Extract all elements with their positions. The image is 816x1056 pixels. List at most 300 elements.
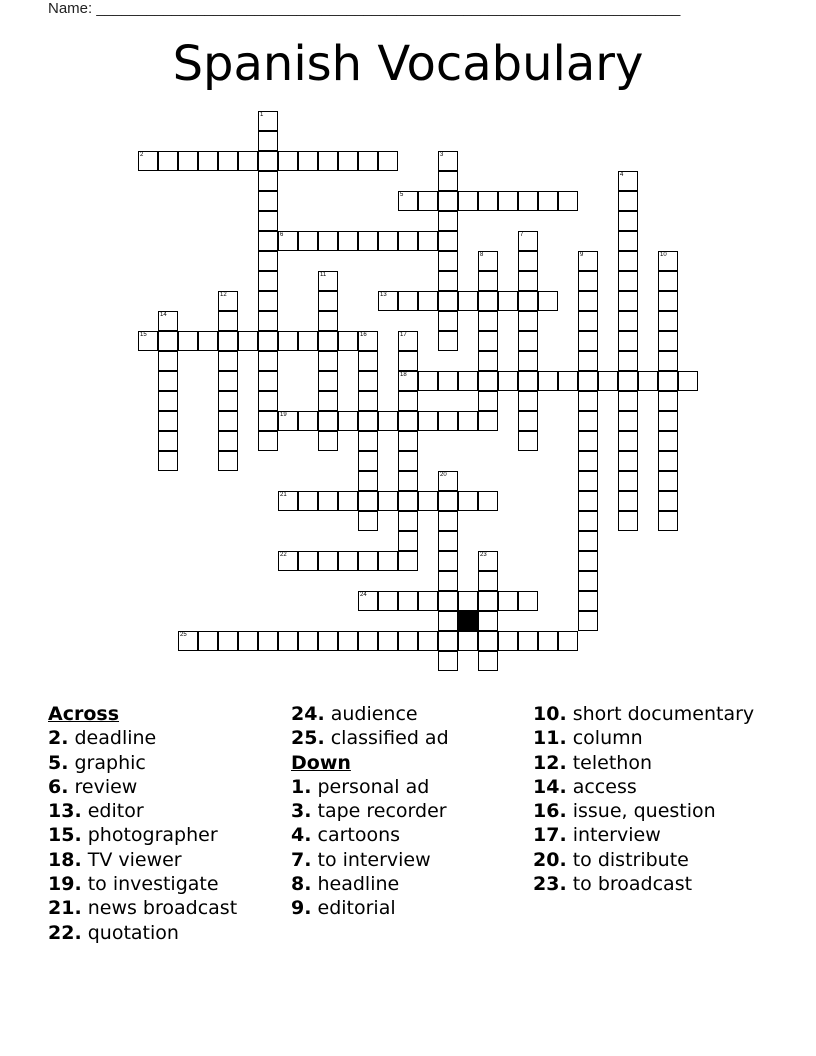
grid-cell[interactable] [418,411,438,431]
grid-cell[interactable] [238,151,258,171]
grid-cell[interactable] [318,151,338,171]
grid-cell[interactable] [618,431,638,451]
grid-cell[interactable] [318,351,338,371]
cell-number: 13 [380,292,387,298]
grid-cell[interactable] [278,151,298,171]
grid-cell[interactable] [218,151,238,171]
grid-cell[interactable] [398,411,418,431]
grid-cell[interactable] [438,331,458,351]
grid-cell[interactable] [658,391,678,411]
clue-down-7: 7. to interview [291,848,431,871]
grid-cell[interactable] [258,251,278,271]
cell-number: 18 [400,372,407,378]
cell-number: 21 [280,492,287,498]
grid-cell[interactable] [418,191,438,211]
grid-cell[interactable] [258,371,278,391]
grid-cell[interactable] [258,191,278,211]
grid-cell[interactable] [658,291,678,311]
grid-cell[interactable] [358,591,378,611]
clue-across-5: 5. graphic [48,751,146,774]
grid-cell[interactable] [358,371,378,391]
grid-cell[interactable] [318,551,338,571]
cell-number: 9 [580,252,584,258]
grid-cell[interactable] [258,411,278,431]
grid-cell[interactable] [358,471,378,491]
grid-cell[interactable] [258,271,278,291]
grid-cell[interactable] [178,631,198,651]
grid-cell[interactable] [618,351,638,371]
grid-cell[interactable] [478,391,498,411]
grid-cell[interactable] [618,471,638,491]
grid-cell[interactable] [398,511,418,531]
grid-cell[interactable] [618,391,638,411]
grid-cell[interactable] [418,291,438,311]
name-field[interactable]: Name: ______________________________________________________________________ [48,0,681,17]
grid-cell[interactable] [478,331,498,351]
grid-cell[interactable] [358,551,378,571]
grid-cell[interactable] [258,291,278,311]
grid-cell[interactable] [378,231,398,251]
grid-cell[interactable] [358,431,378,451]
grid-cell[interactable] [378,631,398,651]
grid-cell[interactable] [138,151,158,171]
grid-cell[interactable] [558,191,578,211]
cell-number: 24 [360,592,367,598]
grid-cell[interactable] [478,631,498,651]
clue-down-9: 9. editorial [291,897,396,920]
grid-cell[interactable] [318,291,338,311]
grid-cell[interactable] [338,491,358,511]
grid-cell[interactable] [278,551,298,571]
grid-cell[interactable] [518,371,538,391]
grid-cell[interactable] [518,311,538,331]
grid-cell[interactable] [658,371,678,391]
grid-cell[interactable] [518,391,538,411]
grid-cell[interactable] [218,331,238,351]
grid-cell[interactable] [538,191,558,211]
clue-across-21: 21. news broadcast [48,897,238,920]
grid-cell[interactable] [478,271,498,291]
grid-cell[interactable] [618,191,638,211]
grid-cell[interactable] [158,411,178,431]
grid-cell[interactable] [498,371,518,391]
cell-number: 23 [480,552,487,558]
grid-cell[interactable] [478,651,498,671]
grid-cell[interactable] [358,351,378,371]
grid-cell[interactable] [478,351,498,371]
grid-cell[interactable] [398,291,418,311]
grid-cell[interactable] [658,471,678,491]
grid-cell[interactable] [418,491,438,511]
grid-cell[interactable] [578,291,598,311]
grid-cell[interactable] [478,611,498,631]
grid-cell[interactable] [438,211,458,231]
grid-cell[interactable] [618,211,638,231]
grid-cell[interactable] [338,231,358,251]
grid-cell[interactable] [318,231,338,251]
grid-cell[interactable] [318,631,338,651]
grid-cell[interactable] [398,191,418,211]
grid-cell[interactable] [378,491,398,511]
grid-cell[interactable] [558,371,578,391]
grid-cell[interactable] [578,611,598,631]
grid-cell[interactable] [398,371,418,391]
grid-cell[interactable] [298,551,318,571]
grid-cell[interactable] [298,151,318,171]
grid-cell[interactable] [518,251,538,271]
grid-cell[interactable] [498,631,518,651]
grid-cell[interactable] [278,231,298,251]
grid-cell[interactable] [478,291,498,311]
grid-cell[interactable] [318,271,338,291]
cell-number: 4 [620,172,624,178]
grid-cell[interactable] [618,371,638,391]
grid-cell[interactable] [618,411,638,431]
grid-cell[interactable] [618,311,638,331]
grid-cell[interactable] [518,271,538,291]
cell-number: 15 [140,332,147,338]
grid-cell[interactable] [618,511,638,531]
grid-cell[interactable] [578,351,598,371]
clues-column-1 [48,702,278,945]
grid-cell[interactable] [418,631,438,651]
grid-cell[interactable] [478,491,498,511]
grid-cell[interactable] [438,651,458,671]
grid-cell[interactable] [378,591,398,611]
grid-cell[interactable] [198,151,218,171]
grid-cell[interactable] [458,591,478,611]
grid-cell[interactable] [218,451,238,471]
cell-number: 19 [280,412,287,418]
grid-cell[interactable] [398,451,418,471]
grid-cell[interactable] [578,391,598,411]
grid-cell[interactable] [658,431,678,451]
grid-cell[interactable] [618,451,638,471]
clue-across-25: 25. classified ad [291,727,449,750]
grid-cell[interactable] [658,251,678,271]
grid-cell[interactable] [198,331,218,351]
grid-cell[interactable] [218,311,238,331]
clue-down-23: 23. to broadcast [533,873,693,896]
grid-cell[interactable] [618,331,638,351]
grid-cell[interactable] [158,311,178,331]
grid-cell[interactable] [378,411,398,431]
grid-cell[interactable] [618,251,638,271]
grid-cell[interactable] [338,331,358,351]
grid-cell[interactable] [298,411,318,431]
grid-cell[interactable] [438,591,458,611]
grid-cell[interactable] [438,171,458,191]
grid-cell[interactable] [518,191,538,211]
grid-cell[interactable] [158,391,178,411]
grid-cell[interactable] [258,131,278,151]
grid-cell[interactable] [418,371,438,391]
grid-cell[interactable] [658,351,678,371]
cell-number: 2 [140,152,144,158]
grid-cell[interactable] [358,391,378,411]
grid-cell[interactable] [398,631,418,651]
grid-cell[interactable] [438,531,458,551]
grid-cell[interactable] [438,371,458,391]
grid-cell[interactable] [278,631,298,651]
grid-cell[interactable] [318,391,338,411]
grid-cell[interactable] [578,411,598,431]
grid-cell[interactable] [478,551,498,571]
grid-cell[interactable] [138,331,158,351]
grid-cell[interactable] [538,631,558,651]
cell-number: 1 [260,112,264,118]
grid-cell[interactable] [518,411,538,431]
grid-cell[interactable] [478,191,498,211]
cell-number: 6 [280,232,284,238]
grid-cell[interactable] [338,631,358,651]
grid-cell[interactable] [478,411,498,431]
grid-cell[interactable] [398,531,418,551]
grid-cell[interactable] [618,271,638,291]
grid-cell[interactable] [358,331,378,351]
clue-down-1: 1. personal ad [291,775,430,798]
grid-cell[interactable] [438,411,458,431]
grid-cell[interactable] [178,151,198,171]
grid-cell[interactable] [538,371,558,391]
grid-cell[interactable] [438,611,458,631]
grid-cell[interactable] [158,151,178,171]
grid-cell[interactable] [678,371,698,391]
grid-cell[interactable] [158,451,178,471]
grid-cell[interactable] [438,491,458,511]
grid-cell[interactable] [578,471,598,491]
grid-cell[interactable] [258,391,278,411]
grid-cell[interactable] [218,391,238,411]
grid-cell[interactable] [578,491,598,511]
grid-cell[interactable] [438,151,458,171]
grid-cell[interactable] [578,551,598,571]
cell-number: 7 [520,232,524,238]
grid-cell[interactable] [158,371,178,391]
grid-cell[interactable] [338,551,358,571]
grid-cell[interactable] [398,551,418,571]
grid-cell[interactable] [518,331,538,351]
clue-across-13: 13. editor [48,800,144,823]
grid-cell[interactable] [258,351,278,371]
grid-cell[interactable] [358,411,378,431]
grid-cell[interactable] [578,271,598,291]
grid-cell[interactable] [158,351,178,371]
grid-cell[interactable] [658,271,678,291]
grid-cell[interactable] [658,511,678,531]
grid-cell[interactable] [198,631,218,651]
grid-cell[interactable] [578,571,598,591]
grid-cell[interactable] [518,291,538,311]
grid-cell[interactable] [218,431,238,451]
grid-cell[interactable] [438,511,458,531]
grid-cell[interactable] [358,491,378,511]
grid-cell[interactable] [478,251,498,271]
grid-cell[interactable] [258,431,278,451]
grid-cell[interactable] [518,351,538,371]
grid-cell[interactable] [298,491,318,511]
grid-cell[interactable] [578,591,598,611]
grid-cell[interactable] [318,491,338,511]
grid-cell[interactable] [318,311,338,331]
grid-cell[interactable] [578,451,598,471]
clue-across-18: 18. TV viewer [48,848,182,871]
clue-down-10: 10. short documentary [533,703,755,725]
grid-cell[interactable] [578,251,598,271]
grid-cell[interactable] [398,591,418,611]
grid-cell[interactable] [318,371,338,391]
grid-cell[interactable] [618,171,638,191]
grid-cell[interactable] [578,311,598,331]
grid-cell[interactable] [458,631,478,651]
grid-cell[interactable] [398,491,418,511]
grid-cell[interactable] [258,631,278,651]
down-heading: Down [291,751,351,774]
grid-cell[interactable] [258,331,278,351]
grid-cell[interactable] [218,351,238,371]
grid-cell[interactable] [358,231,378,251]
grid-cell[interactable] [578,371,598,391]
grid-cell[interactable] [218,631,238,651]
grid-cell[interactable] [238,631,258,651]
grid-cell[interactable] [358,151,378,171]
grid-cell[interactable] [578,331,598,351]
grid-cell[interactable] [258,151,278,171]
grid-cell[interactable] [658,331,678,351]
grid-cell[interactable] [458,291,478,311]
grid-cell[interactable] [218,371,238,391]
grid-cell[interactable] [358,631,378,651]
grid-cell[interactable] [458,191,478,211]
cell-number: 3 [440,152,444,158]
grid-cell[interactable] [518,231,538,251]
grid-cell[interactable] [438,471,458,491]
grid-cell[interactable] [478,591,498,611]
grid-cell[interactable] [278,491,298,511]
grid-cell[interactable] [458,371,478,391]
grid-cell[interactable] [578,511,598,531]
grid-cell[interactable] [318,431,338,451]
grid-cell[interactable] [338,411,358,431]
grid-cell[interactable] [258,311,278,331]
grid-cell[interactable] [618,291,638,311]
clue-down-3: 3. tape recorder [291,800,447,823]
grid-cell[interactable] [458,411,478,431]
grid-cell[interactable] [438,571,458,591]
grid-black-cell [458,611,478,631]
grid-cell[interactable] [478,371,498,391]
cell-number: 8 [480,252,484,258]
clue-down-14: 14. access [533,775,637,798]
grid-cell[interactable] [398,471,418,491]
grid-cell[interactable] [398,431,418,451]
grid-cell[interactable] [658,451,678,471]
grid-cell[interactable] [438,631,458,651]
grid-cell[interactable] [458,491,478,511]
grid-cell[interactable] [418,591,438,611]
grid-cell[interactable] [558,631,578,651]
grid-cell[interactable] [418,231,438,251]
cell-number: 11 [320,272,327,278]
grid-cell[interactable] [658,311,678,331]
grid-cell[interactable] [258,231,278,251]
grid-cell[interactable] [478,311,498,331]
grid-cell[interactable] [278,331,298,351]
grid-cell[interactable] [398,231,418,251]
cell-number: 16 [360,332,367,338]
grid-cell[interactable] [498,191,518,211]
grid-cell[interactable] [438,311,458,331]
grid-cell[interactable] [398,391,418,411]
grid-cell[interactable] [338,151,358,171]
page-title: Spanish Vocabulary [172,36,644,92]
cell-number: 17 [400,332,407,338]
grid-cell[interactable] [358,451,378,471]
grid-cell[interactable] [578,531,598,551]
grid-cell[interactable] [298,631,318,651]
grid-cell[interactable] [258,111,278,131]
grid-cell[interactable] [618,231,638,251]
cell-number: 20 [440,472,447,478]
grid-cell[interactable] [438,291,458,311]
clue-down-16: 16. issue, question [533,800,716,823]
grid-cell[interactable] [398,351,418,371]
grid-cell[interactable] [518,631,538,651]
grid-cell[interactable] [478,571,498,591]
grid-cell[interactable] [258,211,278,231]
grid-cell[interactable] [318,411,338,431]
grid-cell[interactable] [598,371,618,391]
grid-cell[interactable] [518,431,538,451]
grid-cell[interactable] [618,491,638,511]
grid-cell[interactable] [518,591,538,611]
grid-cell[interactable] [438,271,458,291]
grid-cell[interactable] [258,171,278,191]
grid-cell[interactable] [318,331,338,351]
grid-cell[interactable] [378,551,398,571]
grid-cell[interactable] [218,291,238,311]
grid-cell[interactable] [378,291,398,311]
cell-number: 12 [220,292,227,298]
cell-number: 25 [180,632,187,638]
grid-cell[interactable] [298,231,318,251]
grid-cell[interactable] [658,411,678,431]
clue-across-19: 19. to investigate [48,873,219,896]
grid-cell[interactable] [578,431,598,451]
grid-cell[interactable] [538,291,558,311]
grid-cell[interactable] [298,331,318,351]
grid-cell[interactable] [498,291,518,311]
grid-cell[interactable] [158,331,178,351]
grid-cell[interactable] [498,591,518,611]
grid-cell[interactable] [278,411,298,431]
grid-cell[interactable] [438,551,458,571]
grid-cell[interactable] [438,251,458,271]
grid-cell[interactable] [238,331,258,351]
grid-cell[interactable] [658,491,678,511]
grid-cell[interactable] [158,431,178,451]
cell-number: 22 [280,552,287,558]
grid-cell[interactable] [378,151,398,171]
grid-cell[interactable] [638,371,658,391]
grid-cell[interactable] [178,331,198,351]
grid-cell[interactable] [358,511,378,531]
grid-cell[interactable] [438,191,458,211]
grid-cell[interactable] [218,411,238,431]
grid-cell[interactable] [398,331,418,351]
across-heading: Across [48,703,120,725]
grid-cell[interactable] [438,231,458,251]
